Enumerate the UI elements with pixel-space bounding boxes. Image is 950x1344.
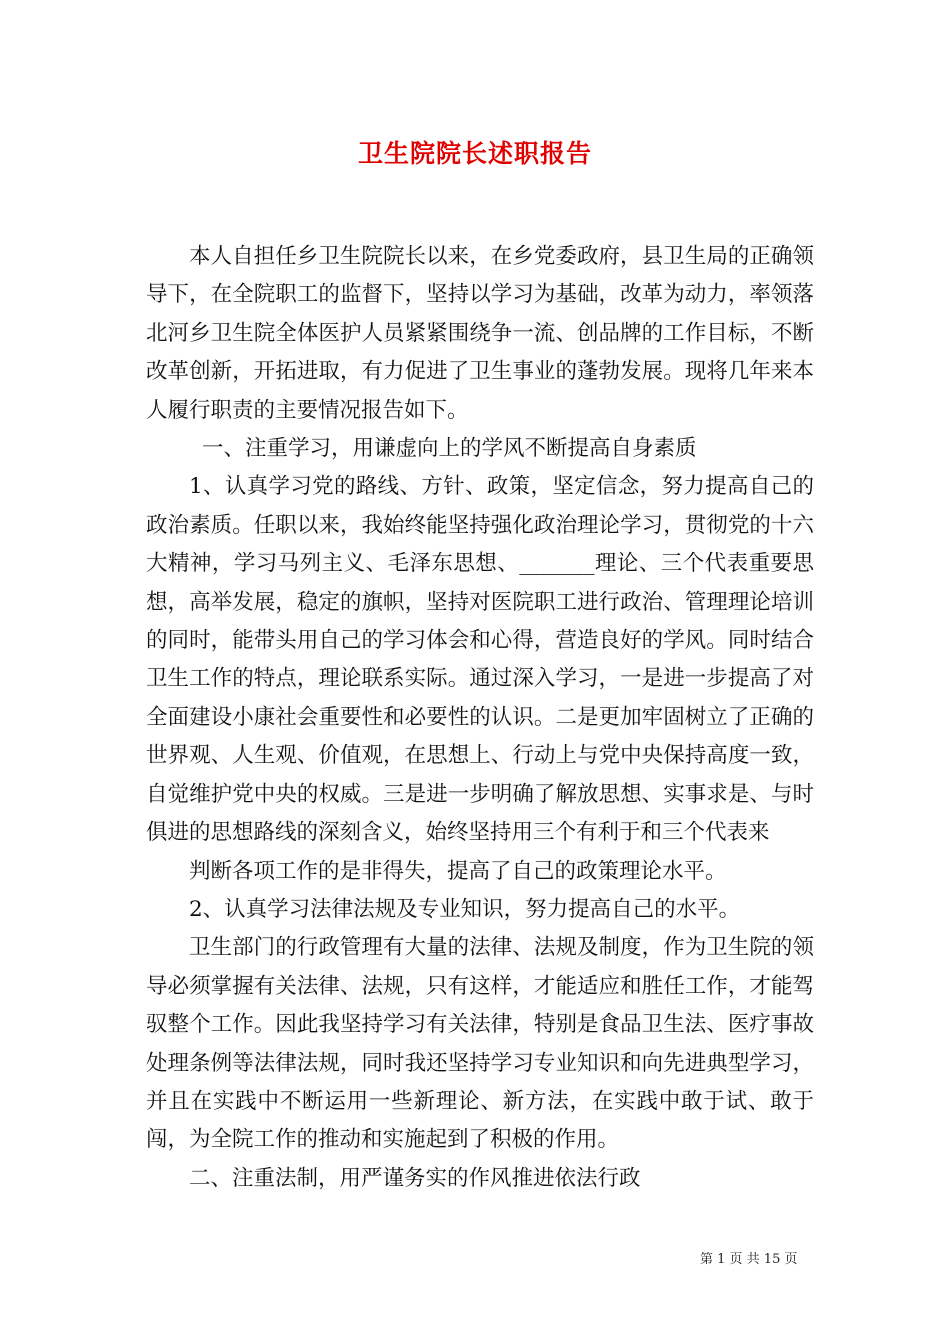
paragraph-study-politics: 1、认真学习党的路线、方针、政策，坚定信念，努力提高自己的政治素质。任职以来，我始终能坚持强化政治理论学习，贯彻党的十六大精神，学习马列主义、毛泽东思想、_______理论、三个代表重要思想，高举发展，稳定的旗帜，坚持对医院职工进行政治、管理理论培训的同时，能带头用自己的学习体会和心得，营造良好的学风。同时结合卫生工作的特点，理论联系实际。通过深入学习，一是进一步提高了对全面建设小康社会重要性和必要性的认识。二是更加牢固树立了正确的世界观、人生观、价值观，在思想上、行动上与党中央保持高度一致，自觉维护党中央的权威。三是进一步明确了解放思想、实事求是、与时俱进的思想路线的深刻含义，始终坚持用三个有利于和三个代表来: [146, 474, 814, 846]
page-number-footer: 第 1 页 共 15 页: [700, 1252, 798, 1267]
document-title: 卫生院院长述职报告: [357, 139, 592, 168]
paragraph-continuation: 判断各项工作的是非得失，提高了自己的政策理论水平。: [189, 858, 727, 884]
document-body: [146, 238, 814, 1198]
section-heading-1: 一、注重学习，用谦虚向上的学风不断提高自身素质: [202, 436, 697, 462]
section-heading-2: 二、注重法制，用严谨务实的作风推进依法行政: [189, 1165, 641, 1191]
paragraph-intro: 本人自担任乡卫生院院长以来，在乡党委政府，县卫生局的正确领导下，在全院职工的监督下，坚持以学习为基础，改革为动力，率领落北河乡卫生院全体医护人员紧紧围绕争一流、创品牌的工作目标，不断改革创新，开拓进取，有力促进了卫生事业的蓬勃发展。现将几年来本人履行职责的主要情况报告如下。: [146, 244, 814, 423]
paragraph-law-study: 卫生部门的行政管理有大量的法律、法规及制度，作为卫生院的领导必须掌握有关法律、法规，只有这样，才能适应和胜任工作，才能驾驭整个工作。因此我坚持学习有关法律，特别是食品卫生法、医疗事故处理条例等法律法规，同时我还坚持学习专业知识和向先进典型学习，并且在实践中不断运用一些新理论、新方法，在实践中敢于试、敢于闯，为全院工作的推动和实施起到了积极的作用。: [146, 935, 814, 1153]
subheading-law-study: 2、认真学习法律法规及专业知识，努力提高自己的水平。: [189, 896, 741, 922]
